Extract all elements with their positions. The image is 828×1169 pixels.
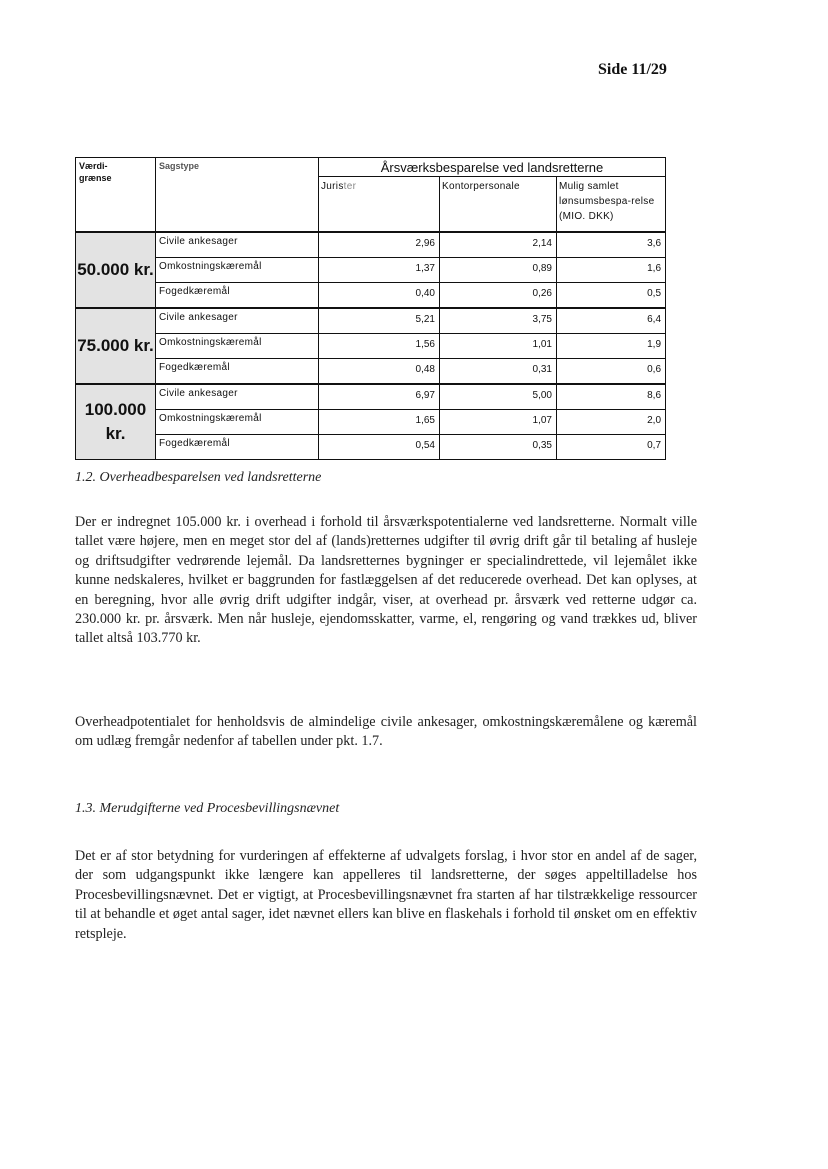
mulig-cell: 0,5 bbox=[557, 283, 666, 309]
value-limit-cell: 75.000 kr. bbox=[76, 308, 156, 384]
jurister-cell: 0,48 bbox=[319, 359, 440, 385]
jurister-cell: 2,96 bbox=[319, 232, 440, 258]
table-row bbox=[76, 410, 666, 435]
header-vaerdigraense: Værdi- grænse bbox=[76, 158, 156, 233]
mulig-cell: 8,6 bbox=[557, 384, 666, 410]
jurister-cell: 1,37 bbox=[319, 258, 440, 283]
kontor-cell: 1,07 bbox=[440, 410, 557, 435]
table-row bbox=[76, 359, 666, 385]
table-row bbox=[76, 258, 666, 283]
table-row bbox=[76, 232, 666, 258]
table-row bbox=[76, 283, 666, 309]
mulig-cell: 1,6 bbox=[557, 258, 666, 283]
jurister-cell: 5,21 bbox=[319, 308, 440, 334]
table-row bbox=[76, 334, 666, 359]
case-type-cell: Omkostningskæremål bbox=[156, 334, 319, 359]
mulig-cell: 0,7 bbox=[557, 435, 666, 460]
mulig-cell: 3,6 bbox=[557, 232, 666, 258]
jurister-cell: 6,97 bbox=[319, 384, 440, 410]
kontor-cell: 1,01 bbox=[440, 334, 557, 359]
case-type-cell: Omkostningskæremål bbox=[156, 258, 319, 283]
header-sagstype: Sagstype bbox=[156, 158, 319, 233]
section-1-2-paragraph-2: Overheadpotentialet for henholdsvis de almindelige civile ankesager, omkostningskæremålene og kæremål om udlæg fremgår nedenfor af tabellen under pkt. 1.7. bbox=[75, 714, 697, 750]
table-row bbox=[76, 308, 666, 334]
value-limit-cell: 50.000 kr. bbox=[76, 232, 156, 308]
section-1-3-paragraph-1: Det er af stor betydning for vurderingen af effekterne af udvalgets forslag, i hvor stor en andel af de sager, der som udgangspunkt ikke længere kan appelleres til landsretterne, der søges appeltilladelse hos Procesbevillingsnævnet. Det er vigtigt, at Procesbevillingsnævnet fra starten af har tilstrækkelige ressourcer til at behandle et øget antal sager, idet nævnet ellers kan blive en flaskehals i forhold til ønsket om en effektiv retspleje. bbox=[75, 848, 697, 942]
kontor-cell: 0,35 bbox=[440, 435, 557, 460]
jurister-cell: 1,56 bbox=[319, 334, 440, 359]
case-type-cell: Omkostningskæremål bbox=[156, 410, 319, 435]
header-mulig-samlet: Mulig samlet lønsumsbespa-relse (MIO. DKK) bbox=[557, 177, 666, 233]
mulig-cell: 0,6 bbox=[557, 359, 666, 385]
section-heading-1-3: 1.3. Merudgifterne ved Procesbevillingsnævnet bbox=[75, 801, 340, 816]
header-kontorpersonale: Kontorpersonale bbox=[440, 177, 557, 233]
mulig-cell: 2,0 bbox=[557, 410, 666, 435]
section-1-2-paragraph-1: Der er indregnet 105.000 kr. i overhead i forhold til årsværkspotentialerne ved landsretterne. Normalt ville tallet være højere, men en meget stor del af (lands)retternes udgifter til øvrig drift går til betaling af husleje og driftsudgifter vedrørende lejemål. Da landsretternes bygninger er specialindrettede, vil lejemålet ikke kunne nedskaleres, hvilket er baggrunden for fastlæggelsen af det reducerede overhead. Det kan oplyses, at en beregning, hvor alle øvrig drift udgifter indgår, viser, at overhead pr. årsværk ved retterne udgør ca. 230.000 kr. pr. årsværk. Men når husleje, ejendomsskatter, varme, el, rengøring og vand trækkes ud, bliver tallet altså 103.770 kr. bbox=[75, 514, 697, 647]
header-jurister: Jurister bbox=[319, 177, 440, 233]
case-type-cell: Civile ankesager bbox=[156, 308, 319, 334]
section-heading-1-2: 1.2. Overheadbesparelsen ved landsretterne bbox=[75, 470, 322, 485]
value-limit-cell: 100.000 kr. bbox=[76, 384, 156, 460]
table-row bbox=[76, 384, 666, 410]
case-type-cell: Fogedkæremål bbox=[156, 283, 319, 309]
mulig-cell: 1,9 bbox=[557, 334, 666, 359]
jurister-cell: 1,65 bbox=[319, 410, 440, 435]
page-number: Side 11/29 bbox=[598, 61, 667, 78]
case-type-cell: Civile ankesager bbox=[156, 232, 319, 258]
table-row bbox=[76, 435, 666, 460]
header-group-title: Årsværksbesparelse ved landsretterne bbox=[319, 158, 666, 177]
jurister-cell: 0,40 bbox=[319, 283, 440, 309]
kontor-cell: 3,75 bbox=[440, 308, 557, 334]
kontor-cell: 0,89 bbox=[440, 258, 557, 283]
savings-table bbox=[75, 157, 666, 460]
kontor-cell: 5,00 bbox=[440, 384, 557, 410]
kontor-cell: 0,26 bbox=[440, 283, 557, 309]
mulig-cell: 6,4 bbox=[557, 308, 666, 334]
jurister-cell: 0,54 bbox=[319, 435, 440, 460]
kontor-cell: 0,31 bbox=[440, 359, 557, 385]
case-type-cell: Fogedkæremål bbox=[156, 435, 319, 460]
case-type-cell: Fogedkæremål bbox=[156, 359, 319, 385]
case-type-cell: Civile ankesager bbox=[156, 384, 319, 410]
kontor-cell: 2,14 bbox=[440, 232, 557, 258]
